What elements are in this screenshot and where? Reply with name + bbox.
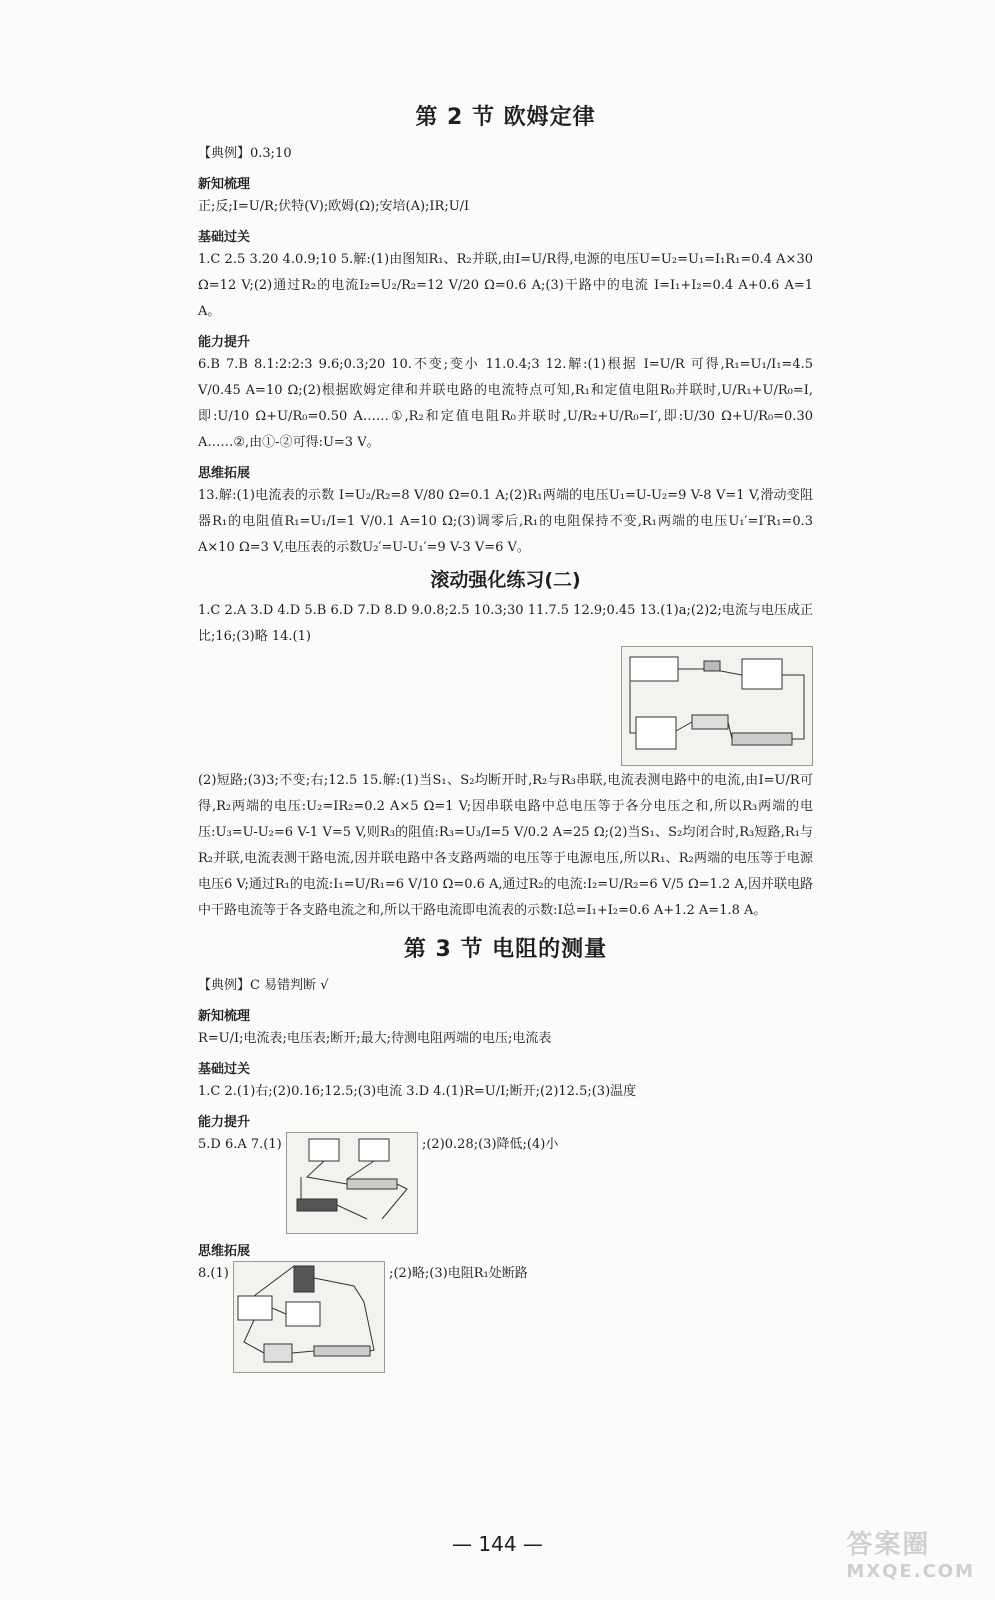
page-number: — 144 — — [452, 1532, 543, 1556]
heading-new-knowledge: 新知梳理 — [198, 177, 251, 192]
heading-thinking: 思维拓展 — [198, 466, 251, 481]
heading-basic: 基础过关 — [198, 230, 251, 245]
circuit-diagram-icon — [621, 646, 813, 766]
thinking-answers: 13.解:(1)电流表的示数 I=U₂/R₂=8 V/80 Ω=0.1 A;(2)R₁两端的电压U₁=U-U₂=9 V-8 V=1 V,滑动变阻器R₁的电阻值R₁=U₁/I=1 V/0.1 A=10 Ω;(3)调零后,R₁的电阻保持不变,R₁两端的电压U₁′=I′R₁=0.3 A×10 Ω=3 V,电压表的示数U₂′=U-U₁′=9 V-3 V=6 V。 — [198, 488, 813, 555]
section-title-resistance-measurement: 第 3 节 电阻的测量 — [403, 937, 608, 962]
ability-answers-3-b: ;(2)0.28;(3)降低;(4)小 — [421, 1137, 559, 1152]
basic-answers-3: 1.C 2.(1)右;(2)0.16;12.5;(3)电流 3.D 4.(1)R=U/I;断开;(2)12.5;(3)温度 — [198, 1084, 637, 1099]
thinking-answers-3 — [198, 1261, 813, 1373]
ability-answers: 6.B 7.B 8.1:2:2:3 9.6;0.3;20 10.不变;变小 11.0.4;3 12.解:(1)根据 I=U/R 可得,R₁=U₁/I₁=4.5 V/0.45 A=10 Ω;(2)根据欧姆定律和并联电路的电流特点可知,R₁和定值电阻R₀并联时,U/R₁+U/R₀=I,即:U/10 Ω+U/R₀=0.50 A……①,R₂和定值电阻R₀并联时,U/R₂+U/R₀=I′,即:U/30 Ω+U/R₀=0.30 A……②,由①-②可得:U=3 V。 — [198, 357, 813, 450]
circuit-figure-wrap-1 — [198, 646, 813, 766]
answer-page — [198, 100, 813, 1373]
new-knowledge-answers: 正;反;I=U/R;伏特(V);欧姆(Ω);安培(A);IR;U/I — [198, 199, 470, 214]
new-knowledge-answers-3: R=U/I;电流表;电压表;断开;最大;待测电阻两端的电压;电流表 — [198, 1031, 552, 1046]
heading-thinking-3: 思维拓展 — [198, 1244, 251, 1259]
example-answer-3: 【典例】C 易错判断 √ — [198, 978, 329, 993]
ability-answers-3-a: 5.D 6.A 7.(1) — [198, 1137, 282, 1152]
basic-answers: 1.C 2.5 3.20 4.0.9;10 5.解:(1)由图知R₁、R₂并联,由I=U/R得,电源的电压U=U₂=U₁=I₁R₁=0.4 A×30 Ω=12 V;(2)通过R₂的电流I₂=U₂/R₂=12 V/20 Ω=0.6 A;(3)干路中的电流 I=I₁+I₂=0.4 A+0.6 A=1 A。 — [198, 252, 813, 319]
heading-basic-3: 基础过关 — [198, 1062, 251, 1077]
heading-new-knowledge-3: 新知梳理 — [198, 1009, 251, 1024]
watermark-brand: 答案圈 — [846, 1530, 931, 1560]
thinking-answers-3-a: 8.(1) — [198, 1266, 229, 1281]
example-answer: 【典例】0.3;10 — [198, 146, 292, 161]
heading-ability-3: 能力提升 — [198, 1115, 251, 1130]
watermark-site: MXQE.COM — [846, 1561, 975, 1582]
circuit-diagram-icon — [286, 1132, 418, 1234]
circuit-diagram-icon — [233, 1261, 385, 1373]
section-title-ohms-law: 第 2 节 欧姆定律 — [415, 105, 596, 130]
heading-ability: 能力提升 — [198, 335, 251, 350]
thinking-answers-3-b: ;(2)略;(3)电阻R₁处断路 — [389, 1266, 528, 1281]
watermark-logo — [846, 1524, 975, 1582]
rolling-answers-part2: (2)短路;(3)3;不变;右;12.5 15.解:(1)当S₁、S₂均断开时,R₂与R₃串联,电流表测电路中的电流,由I=U/R可得,R₂两端的电压:U₂=IR₂=0.2 A×5 Ω=1 V;因串联电路中总电压等于各分电压之和,所以R₃两端的电压:U₃=U-U₂=6 V-1 V=5 V,则R₃的阻值:R₃=U₃/I=5 V/0.2 A=25 Ω;(2)当S₁、S₂均闭合时,R₃短路,R₁与R₂并联,电流表测干路电流,因并联电路中各支路两端的电压等于电源电压,所以R₁、R₂两端的电压等于电源电压6 V;通过R₁的电流:I₁=U/R₁=6 V/10 Ω=0.6 A,通过R₂的电流:I₂=U/R₂=6 V/5 Ω=1.2 A,因并联电路中干路电流等于各支路电流之和,所以干路电流即电流表的示数:I总=I₁+I₂=0.6 A+1.2 A=1.8 A。 — [198, 773, 813, 918]
ability-answers-3 — [198, 1132, 813, 1234]
section-title-rolling-practice: 滚动强化练习(二) — [430, 569, 581, 591]
rolling-answers-part1: 1.C 2.A 3.D 4.D 5.B 6.D 7.D 8.D 9.0.8;2.5 10.3;30 11.7.5 12.9;0.45 13.(1)a;(2)2;电流与电压成正比;16;(3)略 14.(1) — [198, 603, 813, 644]
